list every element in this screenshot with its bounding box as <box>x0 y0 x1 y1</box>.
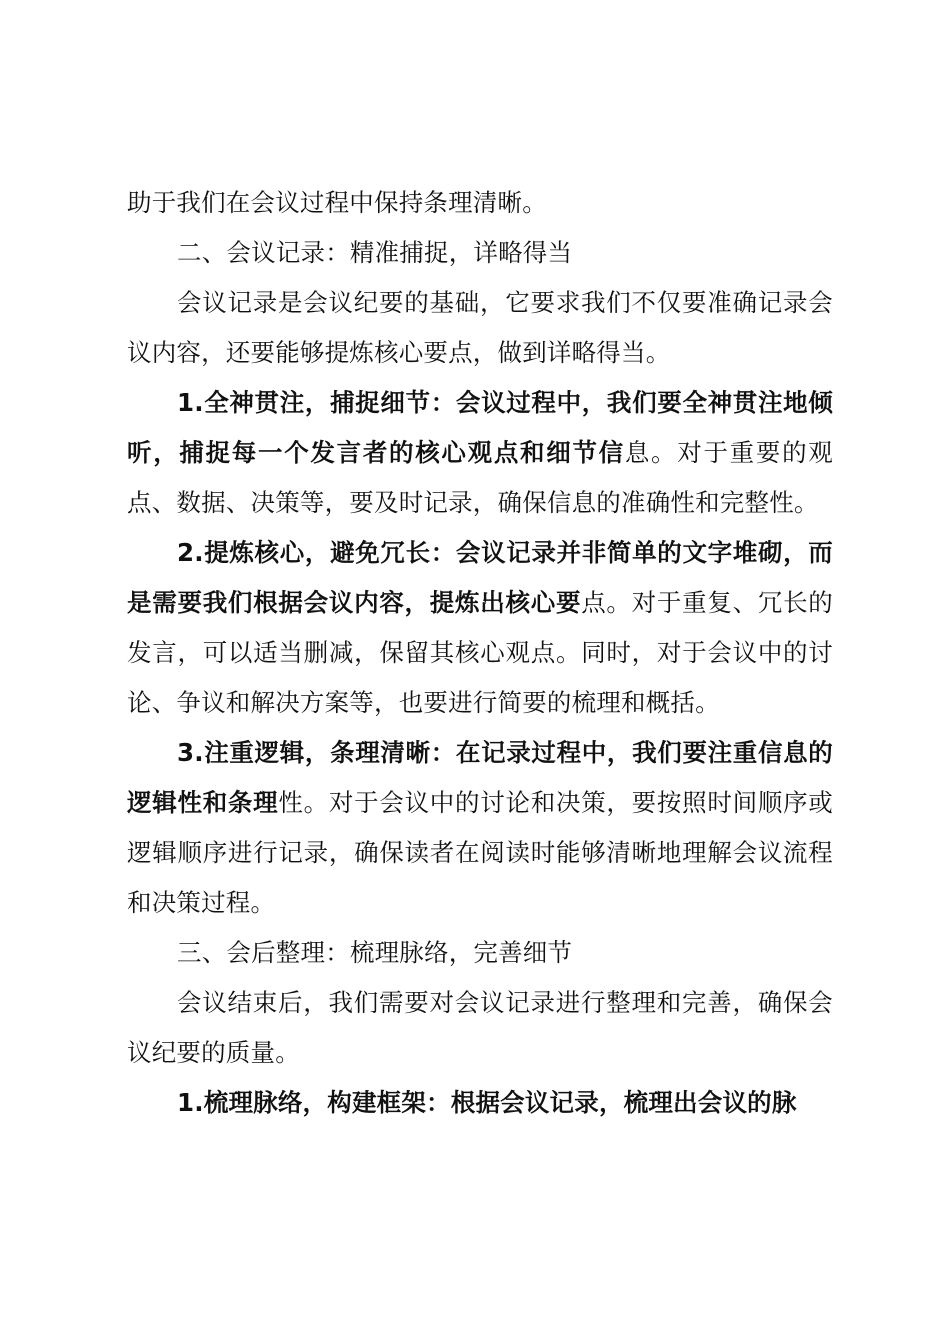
paragraph-text: 会议记录是会议纪要的基础，它要求我们不仅要准确记录会议内容，还要能够提炼核心要点，做到详略得当。 <box>127 288 833 367</box>
paragraph-bold-lead: 3.注重逻辑，条理清晰：在记录过程中，我们要注重信息的逻辑性和条理 <box>127 738 833 817</box>
section-heading-2 <box>127 228 833 278</box>
paragraph-continuation <box>127 178 833 228</box>
paragraph-bold-lead: 1.梳理脉络，构建框架：根据会议记录，梳理出会议的脉 <box>177 1088 797 1117</box>
paragraph-item-2-1 <box>127 378 833 528</box>
paragraph-bold-lead: 1.全神贯注，捕捉细节：会议过程中，我们要全神贯注地倾听，捕捉每一个发言者的核心观点和细节信 <box>127 388 833 467</box>
paragraph-text: 息。对于重要的观点、数据、决策等，要及时记录，确保信息的准确性和完整性。 <box>127 438 833 517</box>
paragraph-intro-3 <box>127 978 833 1078</box>
paragraph-intro-2 <box>127 278 833 378</box>
heading-text: 二、会议记录：精准捕捉，详略得当 <box>177 238 573 267</box>
paragraph-text: 会议结束后，我们需要对会议记录进行整理和完善，确保会议纪要的质量。 <box>127 988 833 1067</box>
paragraph-bold-lead: 2.提炼核心，避免冗长：会议记录并非简单的文字堆砌，而是需要我们根据会议内容，提炼出核心要 <box>127 538 833 617</box>
paragraph-item-3-1 <box>127 1078 833 1128</box>
paragraph-text: 点。对于重复、冗长的发言，可以适当删减，保留其核心观点。同时，对于会议中的讨论、争议和解决方案等，也要进行简要的梳理和概括。 <box>127 588 833 717</box>
paragraph-item-2-2 <box>127 528 833 728</box>
heading-text: 三、会后整理：梳理脉络，完善细节 <box>177 938 573 967</box>
paragraph-text: 助于我们在会议过程中保持条理清晰。 <box>127 188 547 217</box>
section-heading-3 <box>127 928 833 978</box>
paragraph-text: 性。对于会议中的讨论和决策，要按照时间顺序或逻辑顺序进行记录，确保读者在阅读时能够清晰地理解会议流程和决策过程。 <box>127 788 833 917</box>
document-body <box>127 178 833 1128</box>
paragraph-item-2-3 <box>127 728 833 928</box>
